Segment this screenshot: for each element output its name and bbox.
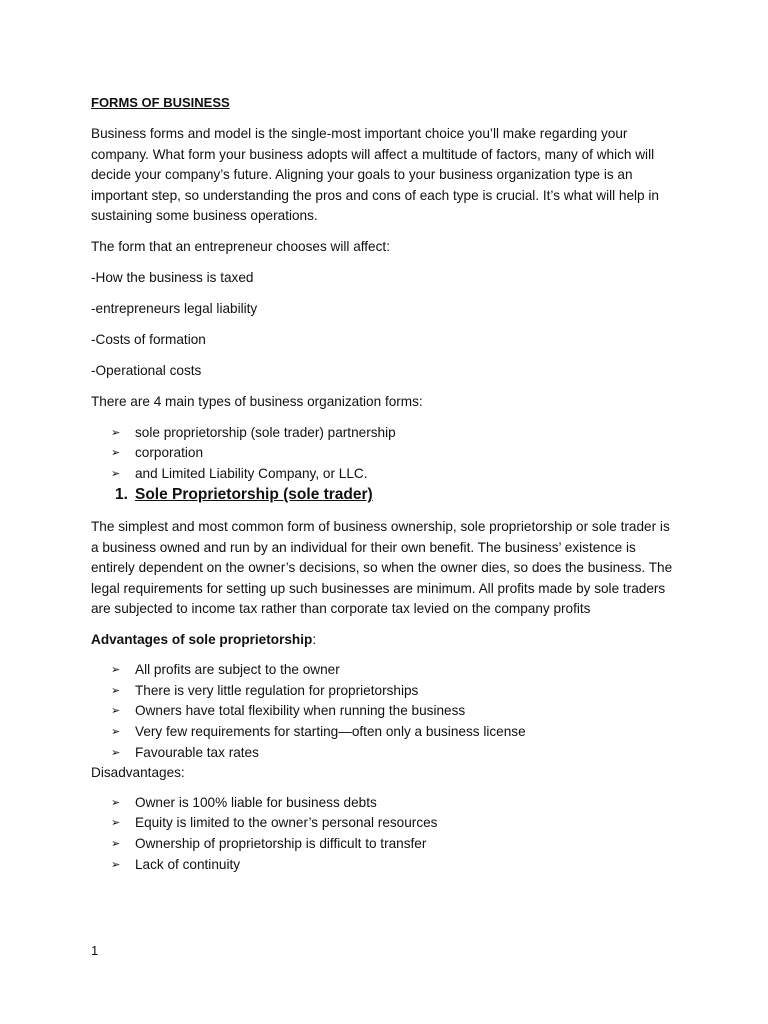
types-list [91,423,681,485]
list-item-text: and Limited Liability Company, or LLC. [135,465,368,481]
list-item [91,423,681,444]
list-item-text: Very few requirements for starting—often only a business license [135,724,526,740]
list-item [91,813,681,834]
arrow-bullet-icon: ➢ [111,705,121,718]
affect-item-formation: -Costs of formation [91,331,206,347]
list-item [91,793,681,814]
list-item [91,722,681,743]
list-item-text: Lack of continuity [135,856,241,872]
arrow-bullet-icon: ➢ [111,684,121,697]
section-heading-text: Sole Proprietorship (sole trader) [135,486,373,504]
list-item-text: All profits are subject to the owner [135,662,340,678]
advantages-label-colon: : [312,631,317,647]
document-title: FORMS OF BUSINESS [91,95,230,110]
list-item-text: corporation [135,445,204,461]
advantages-label [91,630,681,651]
affect-item-liability: -entrepreneurs legal liability [91,300,258,316]
section-number: 1. [115,486,128,504]
affect-lead: The form that an entrepreneur chooses will affect: [91,238,390,254]
section-heading-sole-proprietorship [91,484,681,506]
arrow-bullet-icon: ➢ [111,837,121,850]
advantages-label-text: Advantages of sole proprietorship [91,631,313,647]
affect-item-operational: -Operational costs [91,362,202,378]
arrow-bullet-icon: ➢ [111,664,121,677]
list-item-text: sole proprietorship (sole trader) partnership [135,424,396,440]
arrow-bullet-icon: ➢ [111,817,121,830]
list-item [91,681,681,702]
list-item [91,660,681,681]
disadvantages-label: Disadvantages: [91,765,185,781]
list-item-text: There is very little regulation for proprietorships [135,682,419,698]
section-body: The simplest and most common form of business ownership, sole proprietorship or sole trader is a business owned and run by an individual for their own benefit. The business’ existence is entirely dependent on the owner’s decisions, so when the owner dies, so does the business. The legal requirements for setting up such businesses are minimum. All profits made by sole traders are subjected to income tax rather than corporate tax levied on the company profits [91,519,673,617]
arrow-bullet-icon: ➢ [111,796,121,809]
list-item-text: Equity is limited to the owner’s personal resources [135,815,438,831]
intro-paragraph: Business forms and model is the single-most important choice you’ll make regarding your company. What form your business adopts will affect a multitude of factors, many of which will decide your company’s future. Aligning your goals to your business organization type is an important step, so understanding the pros and cons of each type is crucial. It’s what will help in sustaining some business operations. [91,126,659,223]
arrow-bullet-icon: ➢ [111,447,121,460]
list-item [91,834,681,855]
list-item [91,443,681,464]
types-lead: There are 4 main types of business organization forms: [91,393,423,409]
arrow-bullet-icon: ➢ [111,858,121,871]
list-item [91,464,681,485]
list-item-text: Ownership of proprietorship is difficult to transfer [135,835,427,851]
arrow-bullet-icon: ➢ [111,726,121,739]
advantages-list [91,660,681,763]
page-content [91,94,681,875]
list-item [91,855,681,876]
disadvantages-list [91,793,681,875]
list-item [91,743,681,764]
affect-item-tax: -How the business is taxed [91,269,254,285]
list-item-text: Favourable tax rates [135,744,259,760]
list-item-text: Owner is 100% liable for business debts [135,794,377,810]
arrow-bullet-icon: ➢ [111,467,121,480]
arrow-bullet-icon: ➢ [111,426,121,439]
arrow-bullet-icon: ➢ [111,746,121,759]
list-item [91,701,681,722]
list-item-text: Owners have total flexibility when running the business [135,703,466,719]
page-number: 1 [91,943,99,958]
